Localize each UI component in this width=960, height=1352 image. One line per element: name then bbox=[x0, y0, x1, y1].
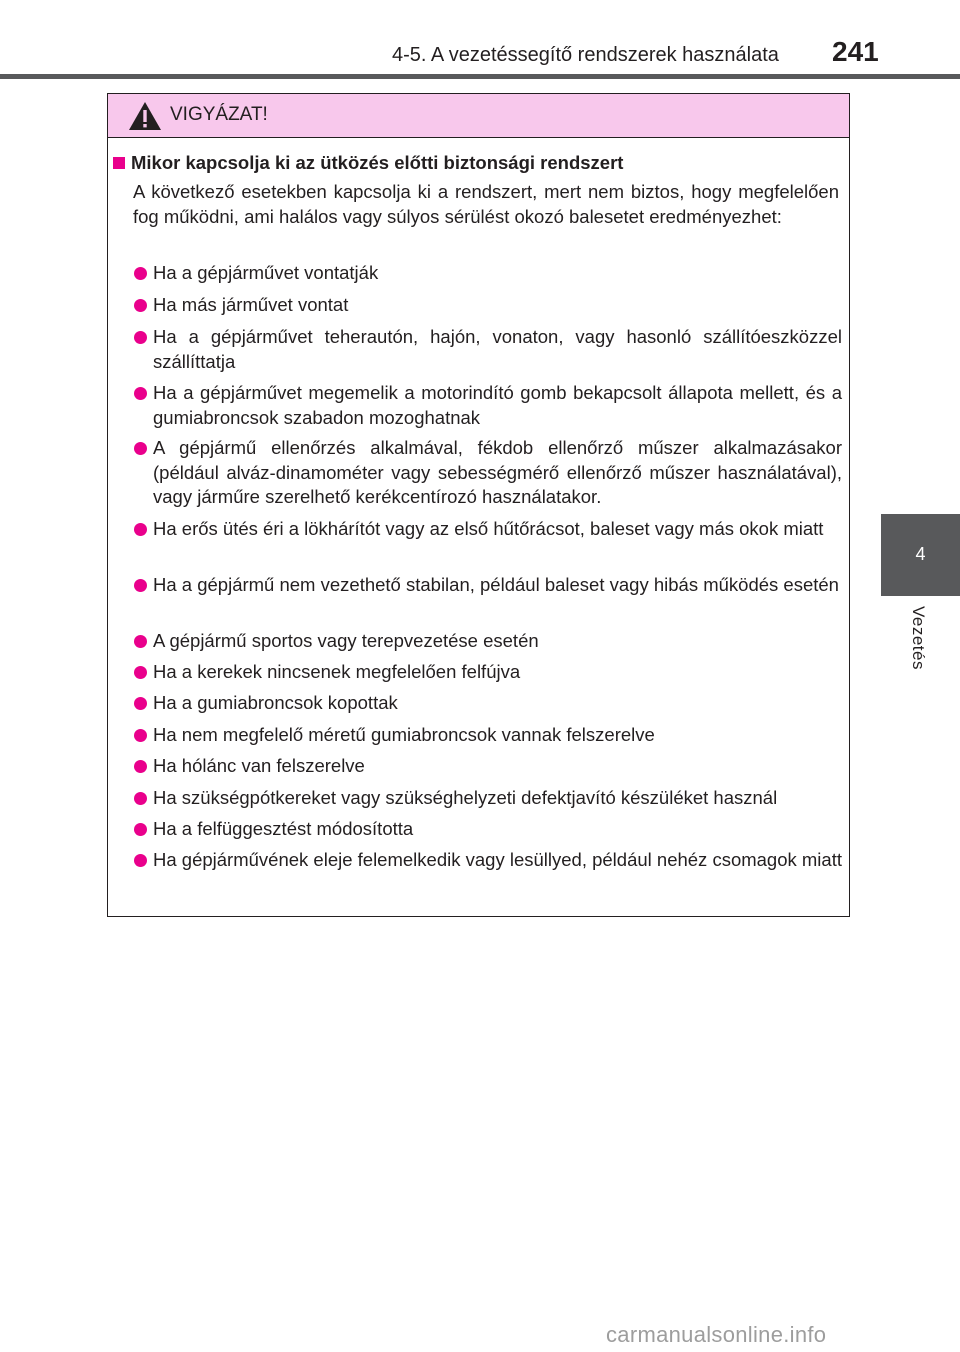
list-item: Ha a gépjárművet teherautón, hajón, vonaton, vagy hasonló szállítóeszközzel szállíttatja bbox=[133, 325, 842, 374]
section-heading bbox=[113, 152, 623, 174]
section-heading-text: Mikor kapcsolja ki az ütközés előtti biztonsági rendszert bbox=[131, 152, 624, 173]
list-item: A gépjármű ellenőrzés alkalmával, fékdob ellenőrző műszer alkalmazásakor (például alváz-dinamométer vagy sebességmérő ellenőrző műszer használatával), vagy járműre szerelhető kerékcentírozó használatakor. bbox=[133, 436, 842, 510]
list-item: Ha a gépjármű nem vezethető stabilan, például baleset vagy hibás működés esetén bbox=[133, 573, 842, 598]
list-item: Ha szükségpótkereket vagy szükséghelyzeti defektjavító készüléket használ bbox=[133, 786, 842, 811]
bullet-dot-icon bbox=[134, 854, 147, 867]
intro-paragraph: A következő esetekben kapcsolja ki a rendszert, mert nem biztos, hogy megfelelően fog működni, ami halálos vagy súlyos sérülést okozó balesetet eredményezhet: bbox=[133, 181, 839, 227]
bullet-dot-icon bbox=[134, 635, 147, 648]
chapter-label: Vezetés bbox=[909, 606, 928, 670]
bullet-dot-icon bbox=[134, 299, 147, 312]
bullet-dot-icon bbox=[134, 666, 147, 679]
bullet-dot-icon bbox=[134, 729, 147, 742]
chapter-number: 4 bbox=[915, 544, 926, 564]
bullet-dot-icon bbox=[134, 792, 147, 805]
warning-triangle-icon bbox=[128, 101, 162, 131]
bullet-dot-icon bbox=[134, 267, 147, 280]
list-item: Ha a gépjárművet megemelik a motorindító gomb bekapcsolt állapota mellett, és a gumiabroncsok szabadon mozoghatnak bbox=[133, 381, 842, 430]
page-number: 241 bbox=[832, 36, 879, 67]
list-item: Ha erős ütés éri a lökhárítót vagy az első hűtőrácsot, baleset vagy más okok miatt bbox=[133, 517, 842, 542]
chapter-tab bbox=[881, 514, 960, 596]
list-item: Ha a gépjárművet vontatják bbox=[133, 261, 842, 286]
header-rule bbox=[0, 74, 960, 79]
bullet-dot-icon bbox=[134, 387, 147, 400]
warning-label: VIGYÁZAT! bbox=[170, 104, 268, 125]
list-item: Ha nem megfelelő méretű gumiabroncsok vannak felszerelve bbox=[133, 723, 842, 748]
bullet-dot-icon bbox=[134, 760, 147, 773]
list-item: Ha hólánc van felszerelve bbox=[133, 754, 842, 779]
bullet-dot-icon bbox=[134, 697, 147, 710]
warning-header bbox=[108, 94, 849, 138]
bullet-dot-icon bbox=[134, 442, 147, 455]
list-item: A gépjármű sportos vagy terepvezetése esetén bbox=[133, 629, 842, 654]
list-item: Ha gépjárművének eleje felemelkedik vagy lesüllyed, például nehéz csomagok miatt bbox=[133, 848, 842, 873]
bullet-dot-icon bbox=[134, 523, 147, 536]
bullet-dot-icon bbox=[134, 331, 147, 344]
square-bullet-icon bbox=[113, 157, 125, 169]
bullet-dot-icon bbox=[134, 579, 147, 592]
list-item: Ha a felfüggesztést módosította bbox=[133, 817, 842, 842]
warning-box bbox=[107, 93, 850, 917]
list-item: Ha más járművet vontat bbox=[133, 293, 842, 318]
list-item: Ha a kerekek nincsenek megfelelően felfújva bbox=[133, 660, 842, 685]
watermark: carmanualsonline.info bbox=[606, 1322, 827, 1347]
running-header: 4-5. A vezetéssegítő rendszerek használata bbox=[392, 44, 779, 66]
bullet-dot-icon bbox=[134, 823, 147, 836]
list-item: Ha a gumiabroncsok kopottak bbox=[133, 691, 842, 716]
